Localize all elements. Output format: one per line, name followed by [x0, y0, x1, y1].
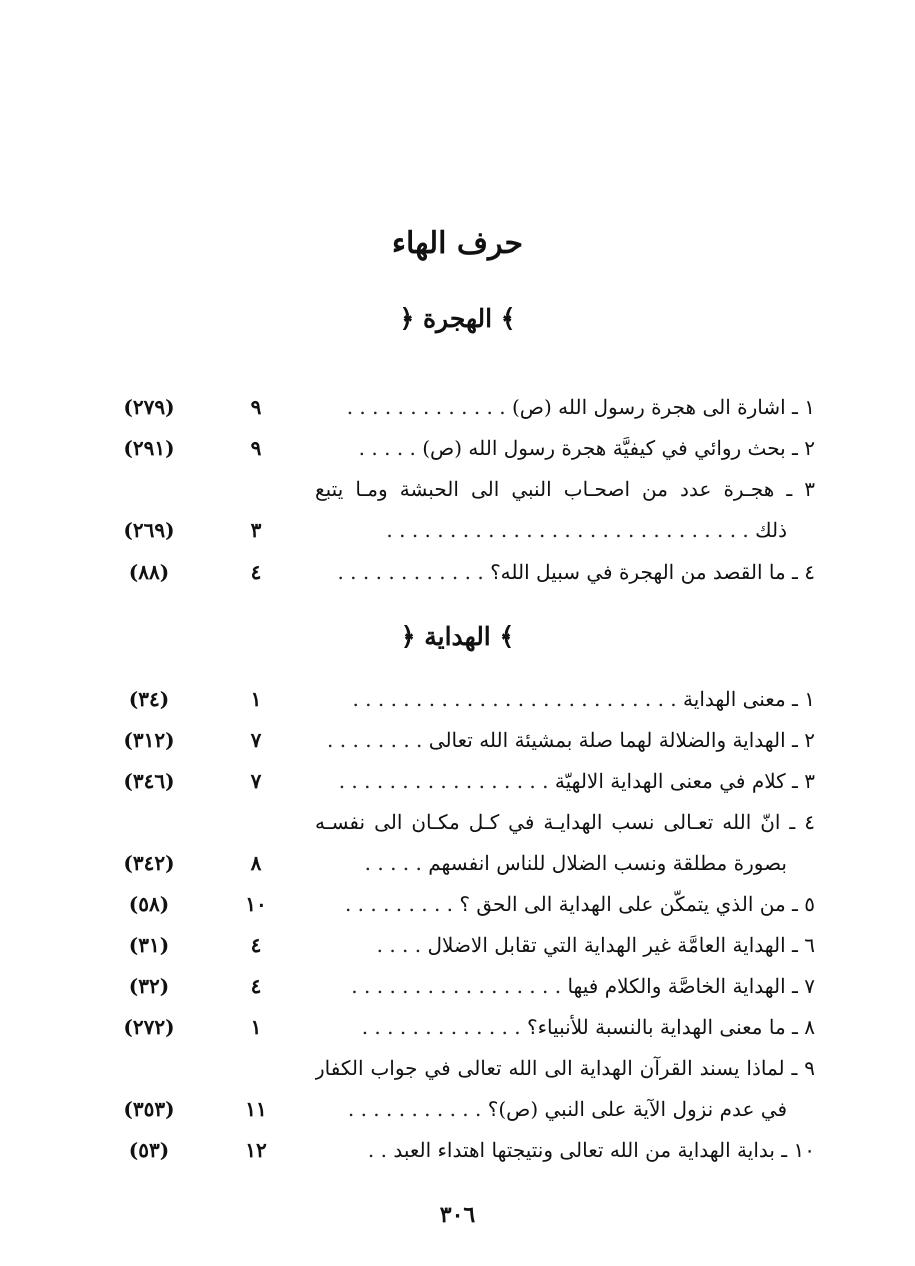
- index-row: [0, 428, 915, 468]
- index-row: [0, 966, 915, 1006]
- index-row: [0, 469, 915, 509]
- volume-number: ٨: [250, 851, 262, 875]
- leader-dots: . . . . . . . . . . .: [347, 1097, 482, 1121]
- section-title-hidaya: ﴿ الهداية ﴾: [400, 622, 515, 651]
- page-ref: (٢٧٩): [123, 395, 175, 419]
- leader-dots: . . . . . . . . . . . . . . . . . . . . . . . . . . . . .: [386, 518, 749, 542]
- leader-dots: . . . . . . . . . . . . .: [346, 395, 506, 419]
- index-row: [0, 387, 915, 427]
- page-ref: (٣٢): [128, 974, 170, 998]
- volume-number: ٤: [250, 560, 262, 584]
- page-ref: (٥٨): [128, 892, 170, 916]
- volume-number: ٤: [250, 974, 262, 998]
- index-row: [0, 510, 915, 550]
- volume-number: ٣: [250, 518, 262, 542]
- volume-number: ٧: [250, 728, 262, 752]
- volume-number: ٧: [250, 769, 262, 793]
- leader-dots: . . . . . . . . . . . .: [337, 560, 484, 584]
- leader-dots: . . . . . . . . . . . . . . . . .: [338, 769, 549, 793]
- volume-number: ٤: [250, 933, 262, 957]
- page-ref: (٢٩١): [123, 436, 175, 460]
- section-title-hijra: ﴿ الهجرة ﴾: [399, 304, 516, 333]
- index-row: [0, 884, 915, 924]
- entry-text: في عدم نزول الآية على النبي (ص)؟ . . . . . . . . . . .: [347, 1097, 787, 1121]
- volume-number: ١٠: [245, 892, 267, 916]
- volume-number: ١١: [245, 1097, 267, 1121]
- page-ref: (٣٤٢): [123, 851, 175, 875]
- leader-dots: . . . . . . . . . . . . . . . . .: [351, 974, 562, 998]
- page-ref: (٨٨): [128, 560, 170, 584]
- entry-text: ٧ ـ الهداية الخاصَّة والكلام فيها . . . . . . . . . . . . . . . . .: [351, 974, 815, 998]
- leader-dots: . . . . . . . .: [327, 728, 423, 752]
- index-row: [0, 720, 915, 760]
- page-ref: (٣٥٣): [123, 1097, 175, 1121]
- index-row: [0, 1007, 915, 1047]
- entry-text: ذلك . . . . . . . . . . . . . . . . . . . . . . . . . . . . .: [386, 518, 787, 542]
- leader-dots: . . . .: [376, 933, 422, 957]
- page-ref: (٣٤٦): [123, 769, 175, 793]
- index-row: [0, 843, 915, 883]
- entry-text: ٨ ـ ما معنى الهداية بالنسبة للأنبياء؟ . . . . . . . . . . . . .: [361, 1015, 815, 1039]
- index-row: [0, 1089, 915, 1129]
- entry-text: ٣ ـ هجـرة عدد من اصحـاب النبي الى الحبشة ومـا يتبع: [315, 477, 815, 501]
- volume-number: ٩: [250, 436, 262, 460]
- entry-text: ٦ ـ الهداية العامَّة غير الهداية التي تقابل الاضلال . . . .: [376, 933, 815, 957]
- entry-text: ٣ ـ كلام في معنى الهداية الالهيّة . . . . . . . . . . . . . . . . .: [338, 769, 815, 793]
- index-row: [0, 552, 915, 592]
- volume-number: ٩: [250, 395, 262, 419]
- entry-text: ٩ ـ لماذا يسند القرآن الهداية الى الله تعالى في جواب الكفار: [315, 1056, 815, 1080]
- leader-dots: . . . . . . . . .: [344, 892, 454, 916]
- index-row: [0, 925, 915, 965]
- leader-dots: . . . . . . . . . . . . . . . . . . . . . . . . . .: [352, 687, 677, 711]
- page-ref: (٣١٢): [123, 728, 175, 752]
- entry-text: ١٠ ـ بداية الهداية من الله تعالى ونتيجتها اهتداء العبد . .: [367, 1138, 815, 1162]
- chapter-title: حرف الهاء: [391, 226, 524, 261]
- entry-text: ١ ـ اشارة الى هجرة رسول الله (ص) . . . . . . . . . . . . .: [346, 395, 815, 419]
- entry-text: ٢ ـ الهداية والضلالة لهما صلة بمشيئة الله تعالى . . . . . . . .: [327, 728, 815, 752]
- page-number: ٣٠٦: [439, 1202, 476, 1228]
- index-row: [0, 1048, 915, 1088]
- leader-dots: . .: [367, 1138, 387, 1162]
- page-ref: (٣٤): [128, 687, 170, 711]
- page-ref: (٣١): [128, 933, 170, 957]
- volume-number: ١: [250, 687, 262, 711]
- entry-text: ٤ ـ انّ الله تعـالى نسب الهدايـة في كـل مكـان الى نفسـه: [315, 810, 815, 834]
- index-row: [0, 679, 915, 719]
- entry-text: بصورة مطلقة ونسب الضلال للناس انفسهم . . . . .: [364, 851, 787, 875]
- entry-text: ٢ ـ بحث روائي في كيفيَّة هجرة رسول الله (ص) . . . . .: [358, 436, 815, 460]
- volume-number: ١: [250, 1015, 262, 1039]
- entry-text: ٥ ـ من الذي يتمكّن على الهداية الى الحق ؟ . . . . . . . . .: [344, 892, 815, 916]
- entry-text: ٤ ـ ما القصد من الهجرة في سبيل الله؟ . . . . . . . . . . . .: [337, 560, 815, 584]
- index-row: [0, 761, 915, 801]
- index-row: [0, 802, 915, 842]
- leader-dots: . . . . . . . . . . . . .: [361, 1015, 521, 1039]
- leader-dots: . . . . .: [358, 436, 416, 460]
- index-row: [0, 1130, 915, 1170]
- leader-dots: . . . . .: [364, 851, 422, 875]
- page-ref: (٢٧٢): [123, 1015, 175, 1039]
- volume-number: ١٢: [245, 1138, 267, 1162]
- page-ref: (٢٦٩): [123, 518, 175, 542]
- page-ref: (٥٣): [128, 1138, 170, 1162]
- entry-text: ١ ـ معنى الهداية . . . . . . . . . . . . . . . . . . . . . . . . . .: [352, 687, 815, 711]
